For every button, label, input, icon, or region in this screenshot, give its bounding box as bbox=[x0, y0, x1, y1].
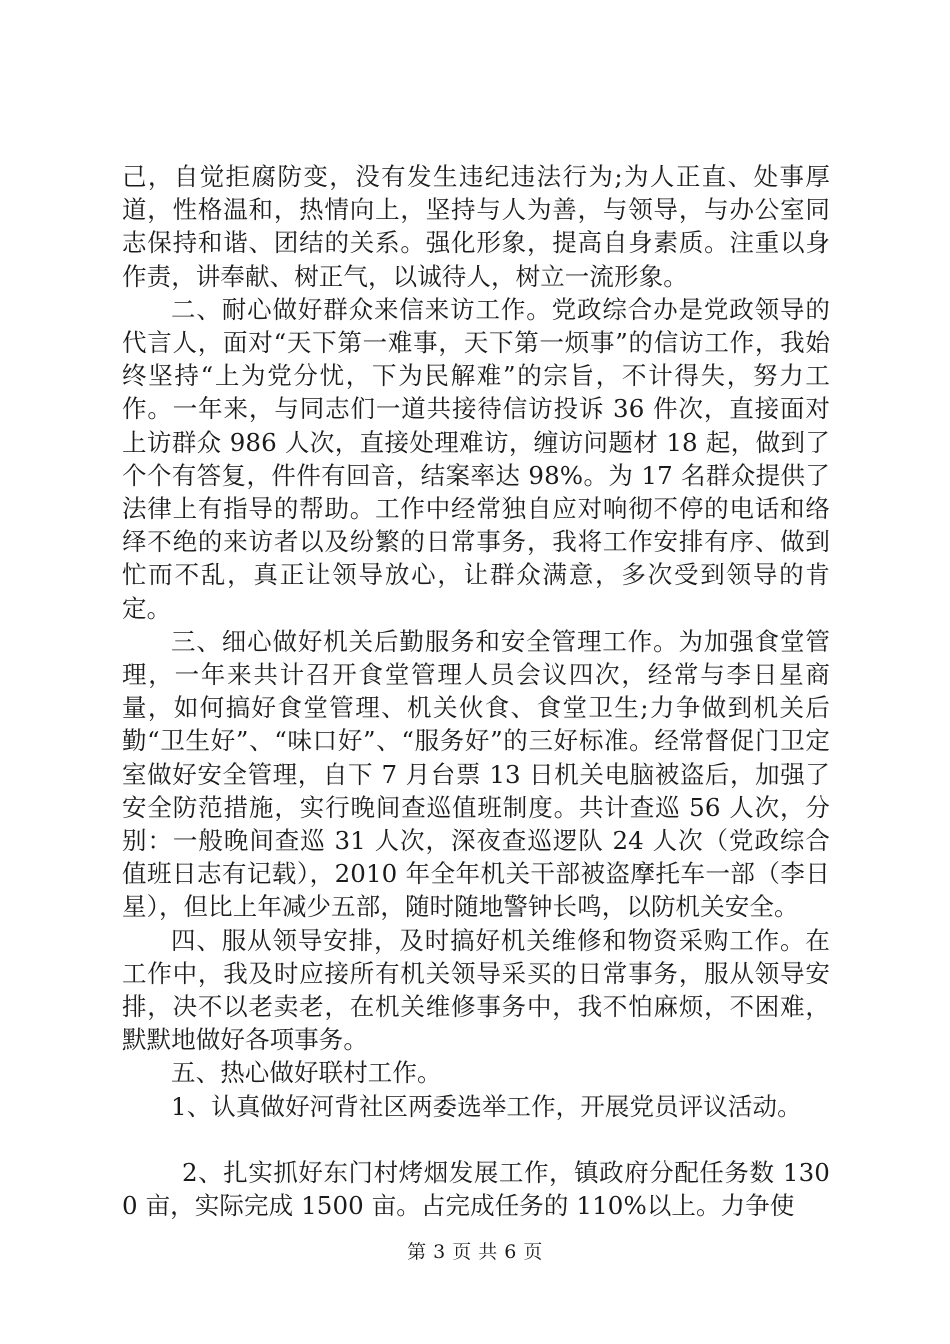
paragraph-2-section-two: 二、耐心做好群众来信来访工作。党政综合办是党政领导的代言人，面对“天下第一难事，天下第一烦事”的信访工作，我始终坚持“上为党分忧，下为民解难”的宗旨，不计得失，努力工作。一年来，与同志们一道共接待信访投诉 36 件次，直接面对上访群众 986 人次，直接处理难访，缠访问题材 18 起，做到了个个有答复，件件有回音，结案率达 98%。为 17 名群众提供了法律上有指导的帮助。工作中经常独自应对响彻不停的电话和络绎不绝的来访者以及纷繁的日常事务，我将工作安排有序、做到忙而不乱，真正让领导放心，让群众满意，多次受到领导的肯定。 bbox=[122, 294, 830, 623]
paragraph-4-section-four: 四、服从领导安排，及时搞好机关维修和物资采购工作。在工作中，我及时应接所有机关领导采买的日常事务，服从领导安排，决不以老卖老，在机关维修事务中，我不怕麻烦，不困难，默默地做好各项事务。 bbox=[122, 925, 830, 1055]
paragraph-3-section-three: 三、细心做好机关后勤服务和安全管理工作。为加强食堂管理，一年来共计召开食堂管理人员会议四次，经常与李日星商量，如何搞好食堂管理、机关伙食、食堂卫生;力争做到机关后勤“卫生好”、“味口好”、“服务好”的三好标准。经常督促门卫定室做好安全管理，自下 7 月台票 13 日机关电脑被盗后，加强了安全防范措施，实行晚间查巡值班制度。共计查巡 56 人次，分别：一般晚间查巡 31 人次，深夜查巡逻队 24 人次（党政综合值班日志有记载），2010 年全年机关干部被盗摩托车一部（李日星），但比上年减少五部，随时随地警钟长鸣，以防机关安全。 bbox=[122, 626, 830, 922]
paragraph-1: 己，自觉拒腐防变，没有发生违纪违法行为;为人正直、处事厚道，性格温和，热情向上，坚持与人为善，与领导，与办公室同志保持和谐、团结的关系。强化形象，提高自身素质。注重以身作责，讲奉献、树正气，以诚待人，树立一流形象。 bbox=[122, 162, 830, 291]
page-footer: 第 3 页 共 6 页 bbox=[407, 1241, 543, 1263]
paragraph-6-list-item-1: 1、认真做好河背社区两委选举工作，开展党员评议活动。 bbox=[171, 1091, 802, 1121]
paragraph-7-list-item-2: 2、扎实抓好东门村烤烟发展工作，镇政府分配任务数 1300 亩，实际完成 1500 亩。占完成任务的 110%以上。力争使 bbox=[122, 1158, 830, 1221]
paragraph-spacer bbox=[122, 1123, 830, 1156]
paragraph-5-section-five: 五、热心做好联村工作。 bbox=[171, 1058, 442, 1088]
document-text-body bbox=[122, 160, 830, 1222]
